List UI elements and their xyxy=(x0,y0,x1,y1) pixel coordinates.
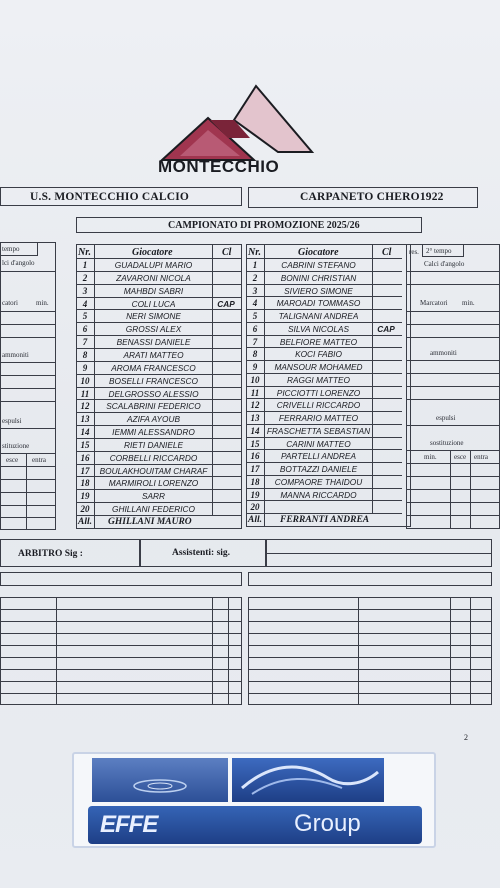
player-name: MAROADI TOMMASO xyxy=(276,298,361,309)
row-divider xyxy=(76,271,242,272)
right-tempo2-label: 2° tempo xyxy=(426,247,452,255)
player-number: 16 xyxy=(80,452,90,463)
player-number: 5 xyxy=(252,311,258,321)
row-divider xyxy=(76,297,242,298)
divider xyxy=(406,476,500,477)
page-number: 2 xyxy=(464,733,468,742)
row-divider xyxy=(76,425,242,426)
championship-title: CAMPIONATO DI PROMOZIONE 2025/26 xyxy=(168,220,360,231)
player-number: 3 xyxy=(82,285,88,296)
player-name: BONINI CHRISTIAN xyxy=(280,272,357,283)
right-sentoff-label: espulsi xyxy=(436,414,456,422)
divider xyxy=(0,517,56,518)
grid-row-line xyxy=(0,633,242,634)
player-name: RIETI DANIELE xyxy=(123,439,183,450)
grid-row-line xyxy=(248,609,492,610)
right-res-label: res. xyxy=(409,248,419,256)
row-divider xyxy=(76,387,242,388)
player-number: 18 xyxy=(250,476,260,487)
player-number: 13 xyxy=(250,413,260,423)
row-divider xyxy=(246,322,402,323)
away-team-name: CARPANETO CHERO1922 xyxy=(300,191,444,203)
away-coach-name: FERRANTI ANDREA xyxy=(280,515,370,525)
row-divider xyxy=(246,373,402,374)
assistants-label: Assistenti: sig. xyxy=(172,548,231,558)
player-name: AZIFA AYOUB xyxy=(126,414,180,425)
row-divider xyxy=(246,398,402,399)
player-name: MARMIROLI LORENZO xyxy=(108,478,199,489)
right-sub-label: sostituzione xyxy=(430,439,464,447)
player-name: ZAVARONI NICOLA xyxy=(116,272,191,283)
divider xyxy=(406,463,500,464)
grid-row-line xyxy=(248,645,492,646)
home-team-name: U.S. MONTECCHIO CALCIO xyxy=(30,191,190,203)
row-divider xyxy=(246,437,402,438)
player-number: 15 xyxy=(250,438,260,449)
left-min-label: min. xyxy=(36,299,49,307)
player-name: NERI SIMONE xyxy=(126,311,181,322)
player-name: TALIGNANI ANDREA xyxy=(278,311,359,321)
row-divider xyxy=(76,258,242,259)
row-divider xyxy=(76,451,242,452)
grid-row-line xyxy=(248,669,492,670)
grid-row-line xyxy=(0,693,242,694)
row-divider xyxy=(76,412,242,413)
row-divider xyxy=(246,386,402,387)
divider xyxy=(0,337,56,338)
away-cl-header: Cl xyxy=(382,247,392,258)
grid-row-line xyxy=(248,633,492,634)
player-name: MANNA RICCARDO xyxy=(280,489,357,500)
player-name: COLI LUCA xyxy=(131,298,176,309)
player-name: CARINI MATTEO xyxy=(286,438,351,449)
player-name: FERRARIO MATTEO xyxy=(278,413,359,423)
player-number: 4 xyxy=(82,298,88,309)
grid-row-line xyxy=(0,669,242,670)
player-name: GUADALUPI MARIO xyxy=(114,260,193,270)
player-number: 2 xyxy=(252,272,258,283)
left-scorers-label: catori xyxy=(2,299,18,307)
player-number: 5 xyxy=(82,311,88,322)
divider xyxy=(406,271,500,272)
row-divider xyxy=(76,515,242,516)
player-number: 8 xyxy=(82,349,88,360)
divider xyxy=(0,401,56,402)
player-name: AROMA FRANCESCO xyxy=(111,362,196,373)
divider xyxy=(406,337,500,338)
row-divider xyxy=(246,500,402,501)
player-number: 14 xyxy=(80,427,90,438)
row-divider xyxy=(246,296,402,297)
player-number: 12 xyxy=(250,400,260,411)
grid-row-line xyxy=(0,621,242,622)
away-nr-header: Nr. xyxy=(248,247,262,258)
home-player-header: Giocatore xyxy=(132,247,173,258)
water-drop-image xyxy=(92,758,228,802)
player-number: 4 xyxy=(252,298,258,309)
player-number: 1 xyxy=(82,260,88,270)
row-divider xyxy=(76,438,242,439)
grid-col-line xyxy=(450,597,451,705)
player-number: 11 xyxy=(80,388,90,399)
row-divider xyxy=(246,488,402,489)
player-name: COMPAORE THAIDOU xyxy=(274,476,363,487)
player-number: 19 xyxy=(250,489,260,500)
player-name: MANSOUR MOHAMED xyxy=(274,362,363,372)
player-number: 3 xyxy=(252,285,258,296)
right-scorers-label: Marcatori xyxy=(420,299,448,307)
divider xyxy=(406,311,500,312)
row-divider xyxy=(246,258,402,259)
player-name: MAHBDI SABRI xyxy=(123,285,184,296)
grid-col-line xyxy=(212,597,213,705)
grid-col-line xyxy=(358,597,359,705)
row-divider xyxy=(246,309,402,310)
divider xyxy=(406,502,500,503)
divider xyxy=(406,360,500,361)
player-number: 15 xyxy=(80,439,90,450)
row-divider xyxy=(76,489,242,490)
player-number: 20 xyxy=(80,504,90,515)
row-divider xyxy=(76,284,242,285)
referee-label: ARBITRO Sig : xyxy=(18,549,83,559)
player-name: SILVA NICOLAS xyxy=(287,323,350,334)
right-corner-label: Calci d'angolo xyxy=(424,260,465,268)
player-name: PICCIOTTI LORENZO xyxy=(276,387,361,398)
player-name: PARTELLI ANDREA xyxy=(280,451,356,462)
grid-row-line xyxy=(0,657,242,658)
player-name: BENASSI DANIELE xyxy=(116,337,191,348)
row-divider xyxy=(246,360,402,361)
player-name: BOULAKHOUITAM CHARAF xyxy=(99,465,208,476)
divider xyxy=(406,373,500,374)
player-name: BELFIORE MATTEO xyxy=(279,336,358,347)
right-sub-min-label: min. xyxy=(424,453,437,461)
player-name: CORBELLI RICCARDO xyxy=(109,452,198,463)
grid-frame xyxy=(0,597,242,705)
right-out-label: esce xyxy=(454,453,467,461)
divider xyxy=(0,324,56,325)
player-name: IEMMI ALESSANDRO xyxy=(112,427,195,438)
left-sub-label: stituzione xyxy=(2,442,30,450)
divider xyxy=(406,324,500,325)
player-number: 12 xyxy=(80,401,90,412)
row-divider xyxy=(76,322,242,323)
player-number: 17 xyxy=(80,465,90,476)
row-divider xyxy=(246,284,402,285)
left-sentoff-label: espulsi xyxy=(2,417,22,425)
player-number: 20 xyxy=(250,502,260,513)
player-number: 9 xyxy=(252,362,258,372)
row-divider xyxy=(76,502,242,503)
player-number: 9 xyxy=(82,362,88,373)
divider xyxy=(0,492,56,493)
away-player-header: Giocatore xyxy=(298,247,339,258)
grid-frame xyxy=(248,597,492,705)
row-divider xyxy=(246,462,402,463)
divider xyxy=(0,453,56,454)
row-divider xyxy=(76,309,242,310)
divider xyxy=(0,466,56,467)
player-number: 8 xyxy=(252,349,258,360)
sponsor-banner xyxy=(72,752,436,848)
player-captain: CAP xyxy=(377,323,395,334)
grid-row-line xyxy=(248,621,492,622)
divider xyxy=(406,425,500,426)
divider xyxy=(0,428,56,429)
player-name: CRIVELLI RICCARDO xyxy=(276,400,361,411)
brand-name: MONTECCHIO xyxy=(158,157,280,176)
row-divider xyxy=(246,424,402,425)
divider xyxy=(266,553,492,554)
divider xyxy=(0,505,56,506)
divider xyxy=(406,489,500,490)
player-number: 18 xyxy=(80,478,90,489)
player-number: 1 xyxy=(252,260,258,270)
player-name: CABRINI STEFANO xyxy=(281,260,356,270)
player-name: SCALABRINI FEDERICO xyxy=(106,401,201,412)
divider xyxy=(0,375,56,376)
row-divider xyxy=(76,464,242,465)
player-captain: CAP xyxy=(217,298,235,309)
grid-col-line xyxy=(470,597,471,705)
divider xyxy=(406,386,500,387)
right-in-label: entra xyxy=(474,453,488,461)
away-note-box xyxy=(248,572,492,586)
row-divider xyxy=(76,374,242,375)
row-divider xyxy=(76,335,242,336)
player-number: 7 xyxy=(252,336,258,347)
player-name: RAGGI MATTEO xyxy=(287,374,350,385)
player-number: 14 xyxy=(250,425,260,436)
divider xyxy=(406,450,500,451)
left-in-label: entra xyxy=(32,456,46,464)
home-nr-header: Nr. xyxy=(78,247,92,258)
player-name: KOCI FABIO xyxy=(295,349,342,360)
home-coach-name: GHILLANI MAURO xyxy=(108,517,192,527)
row-divider xyxy=(246,513,402,514)
player-number: 13 xyxy=(80,414,90,425)
grid-row-line xyxy=(248,657,492,658)
player-name: DELGROSSO ALESSIO xyxy=(108,388,199,399)
divider xyxy=(0,362,56,363)
player-number: 11 xyxy=(250,387,260,398)
player-name: SARR xyxy=(141,491,166,502)
player-number: 2 xyxy=(82,272,88,283)
row-divider xyxy=(76,399,242,400)
player-name: GROSSI ALEX xyxy=(125,324,182,335)
player-name: SIVIERO SIMONE xyxy=(284,285,353,296)
left-corner-label: lci d'angolo xyxy=(2,259,35,267)
divider xyxy=(0,479,56,480)
left-out-label: esce xyxy=(6,456,19,464)
grid-row-line xyxy=(0,681,242,682)
grid-row-line xyxy=(0,609,242,610)
player-number: 19 xyxy=(80,491,90,502)
sponsor-name: Group xyxy=(294,810,361,837)
row-divider xyxy=(246,335,402,336)
player-number: 10 xyxy=(80,375,90,386)
grid-row-line xyxy=(248,693,492,694)
player-number: 7 xyxy=(82,337,88,348)
divider xyxy=(0,311,56,312)
right-booked-label: ammoniti xyxy=(430,349,457,357)
divider xyxy=(0,271,56,272)
row-divider xyxy=(76,361,242,362)
row-divider xyxy=(76,476,242,477)
player-number: 17 xyxy=(250,464,260,474)
divider xyxy=(0,388,56,389)
home-coach-label: All. xyxy=(78,517,92,527)
left-tempo-label: tempo xyxy=(2,245,20,253)
player-number: 6 xyxy=(252,323,258,334)
row-divider xyxy=(246,347,402,348)
home-cl-header: Cl xyxy=(222,247,232,258)
grid-row-line xyxy=(248,681,492,682)
divider xyxy=(406,515,500,516)
row-divider xyxy=(246,449,402,450)
player-name: ARATI MATTEO xyxy=(123,349,184,360)
left-booked-label: ammoniti xyxy=(2,351,29,359)
divider xyxy=(406,399,500,400)
player-number: 6 xyxy=(82,324,88,335)
player-name: FRASCHETTA SEBASTIAN xyxy=(266,425,371,436)
sponsor-logo-bar xyxy=(88,806,422,844)
grid-row-line xyxy=(0,645,242,646)
right-min-label: min. xyxy=(462,299,475,307)
player-number: 10 xyxy=(250,374,260,385)
row-divider xyxy=(246,271,402,272)
row-divider xyxy=(76,348,242,349)
player-name: GHILLANI FEDERICO xyxy=(112,504,195,515)
home-note-box xyxy=(0,572,242,586)
sponsor-mark: EFFE xyxy=(100,811,158,838)
player-name: BOTTAZZI DANIELE xyxy=(279,464,358,474)
player-number: 16 xyxy=(250,451,260,462)
away-coach-label: All. xyxy=(248,515,262,525)
left-side-panel xyxy=(0,242,56,530)
row-divider xyxy=(246,411,402,412)
wave-image xyxy=(232,758,384,802)
row-divider xyxy=(246,475,402,476)
grid-col-line xyxy=(228,597,229,705)
grid-col-line xyxy=(56,597,57,705)
player-name: BOSELLI FRANCESCO xyxy=(109,375,198,386)
divider xyxy=(406,284,500,285)
